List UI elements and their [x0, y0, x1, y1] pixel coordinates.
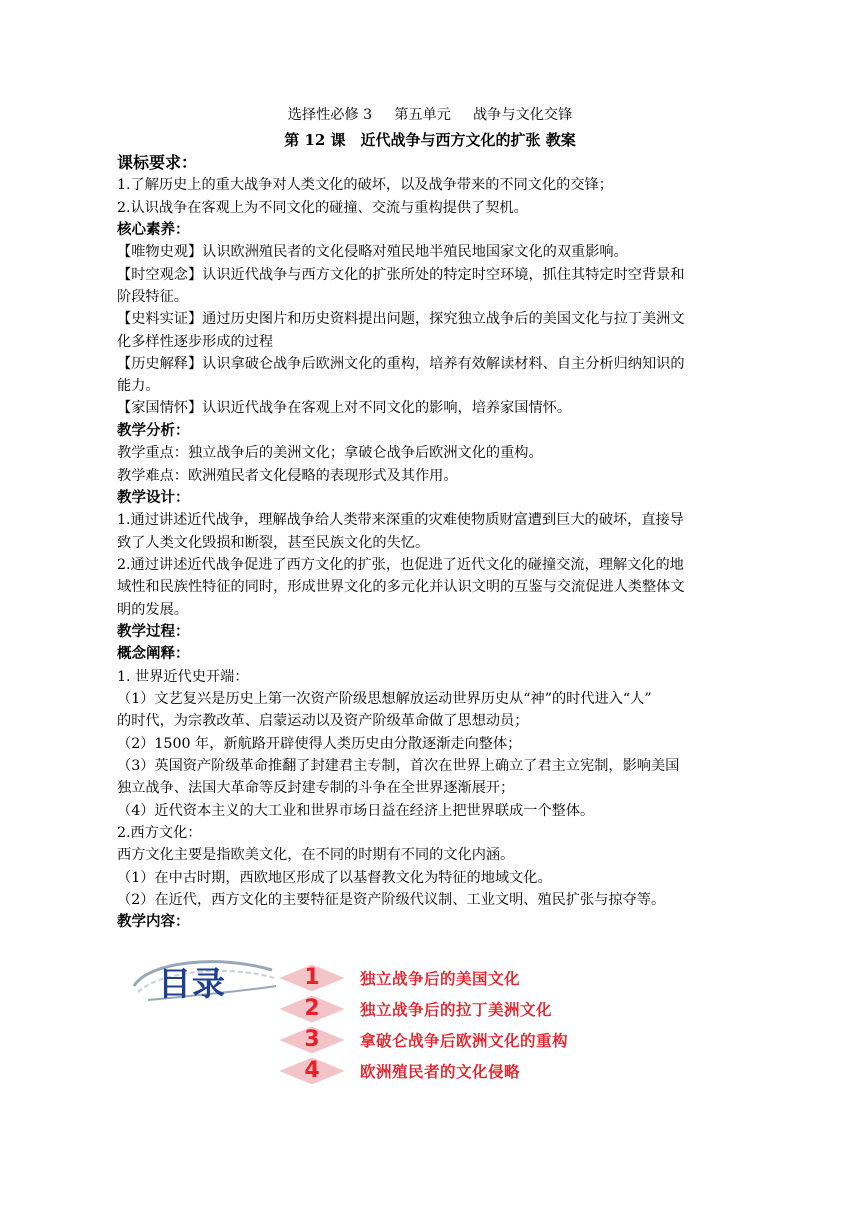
design-heading: 教学设计： [117, 489, 190, 506]
lesson-title: 第 12 课 近代战争与西方文化的扩张 教案 [284, 131, 576, 149]
curriculum-item: 2.认识战争在客观上为不同文化的碰撞、交流与重构提供了契机。 [117, 200, 528, 216]
literacy-line: 【唯物史观】认识欧洲殖民者的文化侵略对殖民地半殖民地国家文化的双重影响。 [117, 244, 628, 260]
toc-item-number: 2 [304, 996, 320, 1021]
design-line: 致了人类文化毁损和断裂，甚至民族文化的失忆。 [117, 535, 430, 551]
literacy-line: 阶段特征。 [117, 289, 188, 305]
process-line: （4）近代资本主义的大工业和世界市场日益在经济上把世界联成一个整体。 [117, 803, 595, 819]
diamond-badge [278, 1026, 346, 1054]
toc-item [278, 1026, 718, 1054]
process-line: 西方文化主要是指欧美文化，在不同的时期有不同的文化内涵。 [117, 847, 515, 863]
literacy-heading: 核心素养： [117, 221, 190, 238]
design-line: 2.通过讲述近代战争促进了西方文化的扩张，也促进了近代文化的碰撞交流，理解文化的地 [117, 557, 684, 573]
process-line: 1. 世界近代史开端： [117, 669, 249, 685]
literacy-line: 【史料实证】通过历史图片和历史资料提出问题，探究独立战争后的美国文化与拉丁美洲文 [117, 311, 685, 327]
design-line: 1.通过讲述近代战争，理解战争给人类带来深重的灾难使物质财富遭到巨大的破坏，直接导 [117, 512, 684, 528]
process-line: （3）英国资产阶级革命推翻了封建君主专制，首次在世界上确立了君主立宪制，影响美国 [117, 758, 680, 774]
toc-item [278, 995, 718, 1023]
process-line: 的时代，为宗教改革、启蒙运动以及资产阶级革命做了思想动员； [117, 713, 529, 729]
toc-item-label: 欧洲殖民者的文化侵略 [360, 1063, 521, 1081]
toc-graphic [128, 952, 718, 1090]
design-line: 域性和民族性特征的同时，形成世界文化的多元化并认识文明的互鉴与交流促进人类整体文 [117, 579, 685, 595]
diamond-badge [278, 964, 346, 992]
process-line: （2）1500 年，新航路开辟使得人类历史由分散逐渐走向整体； [117, 736, 522, 752]
process-line: 2.西方文化： [117, 825, 202, 841]
series-label: 选择性必修 3 [287, 107, 373, 123]
process-heading: 教学过程： [117, 623, 190, 640]
literacy-line: 【家国情怀】认识近代战争在客观上对不同文化的影响，培养家国情怀。 [117, 400, 572, 416]
toc-item-number: 4 [304, 1058, 320, 1083]
literacy-line: 【时空观念】认识近代战争与西方文化的扩张所处的特定时空环境，抓住其特定时空背景和 [117, 267, 685, 283]
analysis-heading: 教学分析： [117, 422, 190, 439]
literacy-line: 【历史解释】认识拿破仑战争后欧洲文化的重构，培养有效解读材料、自主分析归纳知识的 [117, 356, 685, 372]
toc-item-label: 独立战争后的拉丁美洲文化 [360, 1001, 553, 1019]
header-line [0, 104, 860, 126]
design-line: 明的发展。 [117, 602, 188, 618]
toc-item-label: 拿破仑战争后欧洲文化的重构 [360, 1032, 569, 1050]
curriculum-heading: 课标要求： [117, 153, 198, 172]
analysis-line: 教学难点：欧洲殖民者文化侵略的表现形式及其作用。 [117, 468, 458, 484]
toc-title: 目录 [158, 964, 226, 1003]
diamond-badge [278, 1057, 346, 1085]
toc-item-number: 1 [304, 965, 320, 990]
theme-label: 战争与文化交锋 [472, 107, 573, 123]
analysis-line: 教学重点：独立战争后的美洲文化；拿破仑战争后欧洲文化的重构。 [117, 445, 543, 461]
toc-item-number: 3 [304, 1027, 320, 1052]
process-line: （1）文艺复兴是历史上第一次资产阶级思想解放运动世界历史从“神”的时代进入“人” [117, 691, 652, 707]
literacy-line: 化多样性逐步形成的过程 [117, 334, 274, 350]
concept-heading: 概念阐释： [117, 645, 190, 662]
toc-item-label: 独立战争后的美国文化 [360, 970, 521, 988]
process-line: 独立战争、法国大革命等反封建专制的斗争在全世界逐渐展开； [117, 780, 515, 796]
toc-item [278, 964, 718, 992]
process-line: （1）在中古时期，西欧地区形成了以基督教文化为特征的地域文化。 [117, 870, 552, 886]
literacy-line: 能力。 [117, 378, 160, 394]
unit-label: 第五单元 [394, 107, 451, 123]
content-heading: 教学内容： [117, 913, 190, 930]
process-line: （2）在近代，西方文化的主要特征是资产阶级代议制、工业文明、殖民扩张与掠夺等。 [117, 892, 666, 908]
curriculum-item: 1.了解历史上的重大战争对人类文化的破坏，以及战争带来的不同文化的交锋； [117, 177, 613, 193]
toc-item [278, 1057, 718, 1085]
diamond-badge [278, 995, 346, 1023]
